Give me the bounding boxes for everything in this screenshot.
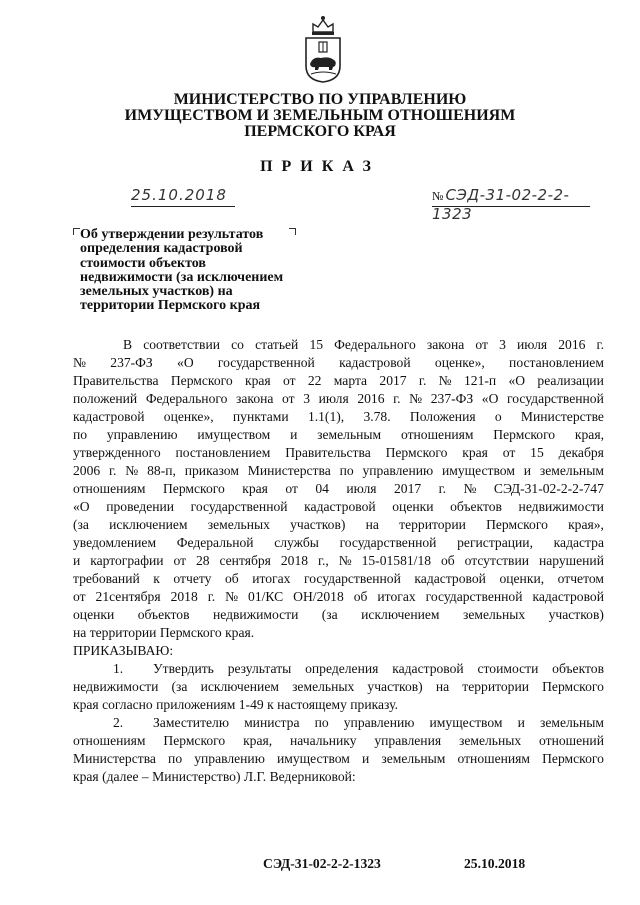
word: 2016 [558,337,586,352]
word: 2017 [393,481,422,496]
item-2-line [73,768,604,786]
document-type: ПРИКАЗ [260,158,380,175]
word: определения [305,661,379,676]
word: кадастра [553,535,604,550]
word: земельных [462,607,526,622]
word: Пермского [163,733,226,748]
word: территории [462,679,529,694]
word: начальнику [290,733,357,748]
word: Правительства [285,445,371,460]
word: земельным [539,715,604,730]
ministry-line: ИМУЩЕСТВОМ И ЗЕМЕЛЬНЫМ ОТНОШЕНИЯМ [124,107,516,124]
word: 237-ФЗ [430,391,474,406]
word: оценки [73,607,115,622]
word: (за [171,679,188,694]
word: по [314,715,329,730]
word: требований [73,571,140,586]
word: 2017 [379,373,407,388]
word: управления [374,733,442,748]
word: Правительства [73,373,159,388]
word: «О [73,499,90,514]
line-text [73,588,604,606]
word: края [242,481,268,496]
word: ОН/2018 [293,589,344,604]
word: управлению [343,715,415,730]
word: 2016 [357,391,385,406]
word: закона [426,337,465,352]
word: службы [274,535,319,550]
line-text [73,606,604,624]
word: пунктами [232,409,289,424]
word: по [339,463,354,478]
item-2-line [73,750,604,768]
line-text [73,570,604,588]
word: недвижимости [212,607,299,622]
word: г. [207,589,216,604]
word: об [353,589,368,604]
word: № [125,463,139,478]
word: 2018 [170,589,198,604]
word: приказом [184,463,239,478]
word: участков) [290,517,346,532]
word: Пермского [385,445,448,460]
word: управлению [106,427,178,442]
word: постановлением [175,445,271,460]
ministry-name [0,92,640,140]
word: Министерства [73,751,156,766]
order-word [73,642,604,660]
word: 3 [303,391,310,406]
word: и [290,427,298,442]
word: Положения [409,409,476,424]
line-text [73,750,604,768]
line-text [73,732,604,750]
word: от [173,553,187,568]
word: 88-п, [147,463,176,478]
preamble-line [73,516,604,534]
word: отношениям [73,481,146,496]
word: отчетом [557,571,604,586]
word: имуществом [441,463,515,478]
word: постановлением [509,355,604,370]
subject-line: определения кадастровой [80,241,243,257]
word: Пермского [170,373,233,388]
word: отчету [173,571,212,586]
line-text [73,444,604,462]
word: исключением [361,607,440,622]
word: (за [321,607,338,622]
word: Пермского [493,427,556,442]
preamble-line [73,372,604,390]
word: картографии [90,553,164,568]
preamble-line [73,588,604,606]
word: проведении [106,499,175,514]
word: объектов [450,499,502,514]
word: государственной [303,571,401,586]
word: положений [73,391,138,406]
word: кадастровой [392,661,464,676]
word: участков) [367,679,423,694]
word: оценки [392,499,434,514]
word: Пермского [162,481,225,496]
word: отношений [539,733,604,748]
item-2-line [73,732,604,750]
word: регистрации, [457,535,533,550]
preamble-line [73,570,604,588]
word: нарушений [538,553,604,568]
preamble-line [73,354,604,372]
word: объектов [552,661,604,676]
word: отсутствии [464,553,530,568]
word: государственной [217,355,315,370]
word: г. [109,463,117,478]
word: кадастровой [339,355,411,370]
word: статьей [255,337,299,352]
word: 2018 [280,553,309,568]
word: 15-01581/18 [361,553,432,568]
word: по [73,427,88,442]
word: закона [236,391,274,406]
word: края», [568,517,604,532]
preamble-line [73,498,604,516]
item-2-line [73,714,604,732]
word: 1.1(1), [307,409,345,424]
word: со [231,337,244,352]
subject-corner-left [73,228,80,235]
word: № [438,373,452,388]
word: исключением [109,517,188,532]
preamble-line [73,462,604,480]
line-text [153,660,604,678]
handwritten-date: 25.10.2018 [131,186,235,207]
word: государственной [339,535,437,550]
line-text [73,552,604,570]
word: г. [418,373,427,388]
handwritten-number: СЭД-31-02-2-2-1323 [432,186,570,223]
word: от [475,337,488,352]
line-text [73,534,604,552]
line-text [73,480,604,498]
word: уведомлением [73,535,157,550]
word: Утвердить [153,661,214,676]
word: № [409,391,423,406]
word: стоимости [477,661,539,676]
word: июля [516,337,548,352]
word: «О [508,373,526,388]
word: отношениям [73,733,146,748]
word: о [494,409,502,424]
word: земельным [381,751,446,766]
word: государственной [507,391,604,406]
word: Федерального [145,391,228,406]
word: территории [399,517,466,532]
word: 3.78. [363,409,391,424]
word: недвижимости [73,679,159,694]
word: г. [438,481,447,496]
line-text [73,426,604,444]
word: «О [177,355,194,370]
word: итогах [377,589,416,604]
line-text [153,714,604,732]
word: участков) [548,607,604,622]
word: № [338,553,352,568]
word: Федеральной [176,535,254,550]
word: 2006 [73,463,101,478]
word: объектов [137,607,190,622]
preamble-line [73,624,604,642]
preamble-line [73,390,604,408]
word: № [225,589,239,604]
word: края [462,445,488,460]
word: утвержденного [73,445,161,460]
word: края [245,373,271,388]
word: земельным [317,427,382,442]
word: сентября [219,553,271,568]
word: земельным [539,463,604,478]
ministry-line: ПЕРМСКОГО КРАЯ [244,123,396,140]
line-text [73,372,604,390]
word: № [73,355,86,370]
line-text [123,336,604,354]
ministry-line: МИНИСТЕРСТВО ПО УПРАВЛЕНИЮ [173,91,467,108]
word: Министерстве [520,409,604,424]
line-text: края согласно приложениям 1-49 к настоящему приказу. [73,697,398,712]
word: г. [596,337,604,352]
word: Федерального [334,337,416,352]
word: по [168,751,183,766]
subject-line: Об утверждении результатов [80,227,264,242]
word: оценке», [434,355,485,370]
word: от [282,391,295,406]
number-sign: № [432,189,444,203]
order-word-text: ПРИКАЗЫВАЮ: [73,643,174,658]
word: от [285,481,298,496]
word: июля [318,391,349,406]
word: на [435,679,450,694]
preamble-line [73,336,604,354]
word: имуществом [276,751,350,766]
word: итогах [252,571,291,586]
word: 15 [309,337,324,352]
word: и [73,553,81,568]
word: кадастровой [532,589,604,604]
word: СЭД-31-02-2-2-747 [493,481,604,496]
preamble-line [73,534,604,552]
word: реализации [537,373,604,388]
word: от [283,373,296,388]
preamble-line [73,408,604,426]
word: оценке», [163,409,214,424]
word: земельных [292,679,355,694]
coat-of-arms-icon [299,12,347,84]
word: государственной [190,499,288,514]
line-text [73,354,604,372]
word: результаты [227,661,292,676]
word: управлению [194,751,265,766]
line-text [73,390,604,408]
word: июля [346,481,377,496]
preamble-line [73,444,604,462]
document-body [73,336,604,786]
word: управлению [362,463,434,478]
line-text: края (далее – Министерство) Л.Г. Ведерниковой: [73,769,356,784]
word: Пермского [486,517,548,532]
word: марта [333,373,368,388]
line-text [73,498,604,516]
preamble-line [73,426,604,444]
preamble-line [73,552,604,570]
word: «О [481,391,499,406]
word: соответствии [143,337,220,352]
item-number: 1. [113,661,124,676]
word: декабря [558,445,604,460]
document-subject [80,228,310,314]
word: Пермского [542,751,604,766]
word: и [362,751,370,766]
word: от [73,589,86,604]
word: на [365,517,379,532]
word: края, [574,427,604,442]
word: имуществом [197,427,271,442]
footer-date: 25.10.2018 [464,856,526,871]
word: отношениям [457,751,531,766]
item-1-line [73,678,604,696]
word: № [463,481,477,496]
subject-line: территории Пермского края [80,298,261,314]
subject-line: недвижимости (за исключением [80,269,284,285]
line-text: на территории Пермского края. [73,625,255,640]
word: 22 [307,373,322,388]
document-number [432,186,590,223]
word: кадастровой [304,499,376,514]
word: кадастровой [414,571,486,586]
footer-document-code: СЭД-31-02-2-2-1323 [263,856,381,871]
word: 21сентября [95,589,161,604]
preamble-line [73,606,604,624]
word: об [224,571,239,586]
word: Пермского [542,679,604,694]
item-number: 2. [113,715,124,730]
word: к [153,571,160,586]
word: земельных [207,517,270,532]
word: и [517,715,525,730]
word: (за [73,517,89,532]
word: г. [393,391,401,406]
preamble-line [73,480,604,498]
word: отношениям [400,427,474,442]
item-1-line [73,696,604,714]
line-text [73,678,604,696]
word: г., [317,553,329,568]
word: 3 [499,337,506,352]
word: об [440,553,455,568]
word: Министерства [247,463,331,478]
word: 15 [530,445,544,460]
word: 121-п [463,373,497,388]
word: министра [244,715,300,730]
word: 04 [315,481,329,496]
word: кадастровой [73,409,145,424]
word: 01/КС [248,589,284,604]
word: 237-ФЗ [110,355,153,370]
subject-line: земельных участков) на [80,284,233,300]
line-text [73,516,604,534]
line-text [73,462,604,480]
word: от [502,445,516,460]
word: имуществом [429,715,503,730]
word: В [123,337,133,352]
word: земельных [458,733,522,748]
item-1-line [73,660,604,678]
word: края, [243,733,273,748]
word: государственной [425,589,523,604]
word: 28 [195,553,210,568]
subject-line: стоимости объектов [80,255,206,271]
word: и [523,463,532,478]
word: оценки, [499,571,545,586]
line-text [73,408,604,426]
word: Заместителю [153,715,229,730]
word: недвижимости [518,499,604,514]
word: исключением [200,679,279,694]
